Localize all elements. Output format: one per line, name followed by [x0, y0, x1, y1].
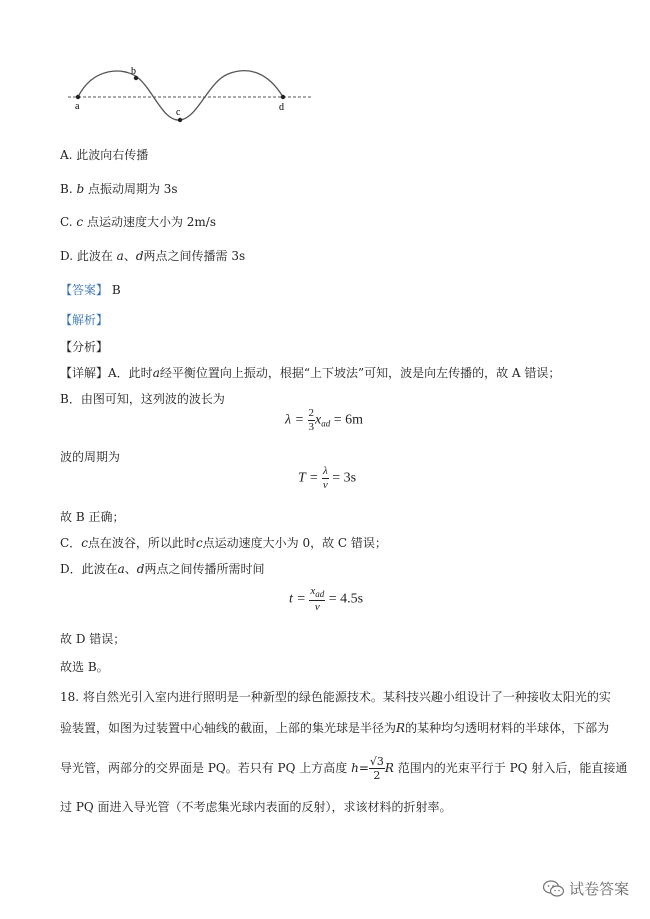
option-c: C. c 点运动速度大小为 2m/s — [60, 215, 216, 229]
detail-line-1: 【详解】A．此时a经平衡位置向上振动，根据“上下坡法”可知，波是向左传播的，故 A 错误； — [60, 366, 561, 380]
q18-line-3: 导光管，两部分的交界面是 PQ。若只有 PQ 上方高度 h= $\frac{√3}{2}$ R 范围内的光束平行于 PQ 射入后，能直接通 — [60, 755, 628, 782]
label-a: a — [75, 101, 80, 112]
wave-figure — [68, 62, 318, 132]
answer-value: B — [111, 283, 121, 297]
point-a — [76, 95, 80, 99]
q18-line-1: 18. 将自然光引入室内进行照明是一种新型的绿色能源技术。某科技兴趣小组设计了一种接收太阳光的实 — [60, 690, 611, 704]
formula-time: t = $\frac{x_{ad}}{v}$ = 4.5s — [289, 585, 364, 613]
detail-line-3: 波的周期为 — [60, 450, 121, 464]
label-c: c — [176, 107, 181, 118]
answer-line — [60, 281, 121, 298]
option-a: A. 此波向右传播 — [60, 148, 149, 162]
fenxi-tag: 【分析】 — [60, 340, 109, 354]
detail-line-8: 故选 B。 — [60, 660, 109, 674]
answer-tag: 【答案】 — [60, 283, 109, 297]
formula-wavelength: λ = $\frac{2}{3}$ $x_{ad} = 6m$ — [285, 407, 364, 433]
detail-line-2: B．由图可知，这列波的波长为 — [60, 392, 225, 406]
option-d: D. 此波在 a、d两点之间传播需 3s — [60, 249, 246, 263]
option-b: B. b 点振动周期为 3s — [60, 182, 178, 196]
analysis-tag: 【解析】 — [60, 313, 109, 327]
point-d — [281, 95, 285, 99]
formula-period: T = $\frac{\lambda}{v}$ = 3s — [298, 465, 357, 491]
label-b: b — [131, 66, 136, 77]
wave-curve — [78, 71, 283, 120]
detail-line-7: 故 D 错误； — [60, 632, 126, 646]
watermark — [543, 878, 629, 899]
watermark-text: 试卷答案 — [569, 880, 630, 898]
label-d: d — [279, 102, 284, 113]
q18-line-4: 过 PQ 面进入导光管（不考虑集光球内表面的反射），求该材料的折射率。 — [60, 800, 452, 814]
detail-line-5: C．c点在波谷，所以此时c点运动速度大小为 0，故 C 错误； — [60, 536, 387, 550]
wechat-icon — [543, 880, 565, 898]
detail-line-6: D．此波在a、d两点之间传播所需时间 — [60, 562, 265, 576]
detail-line-4: 故 B 正确； — [60, 510, 125, 524]
q18-line-2: 验装置，如图为过装置中心轴线的截面，上部的集光球是半径为R的某种均匀透明材料的半球体，下部为 — [60, 721, 610, 735]
point-c — [178, 118, 182, 122]
